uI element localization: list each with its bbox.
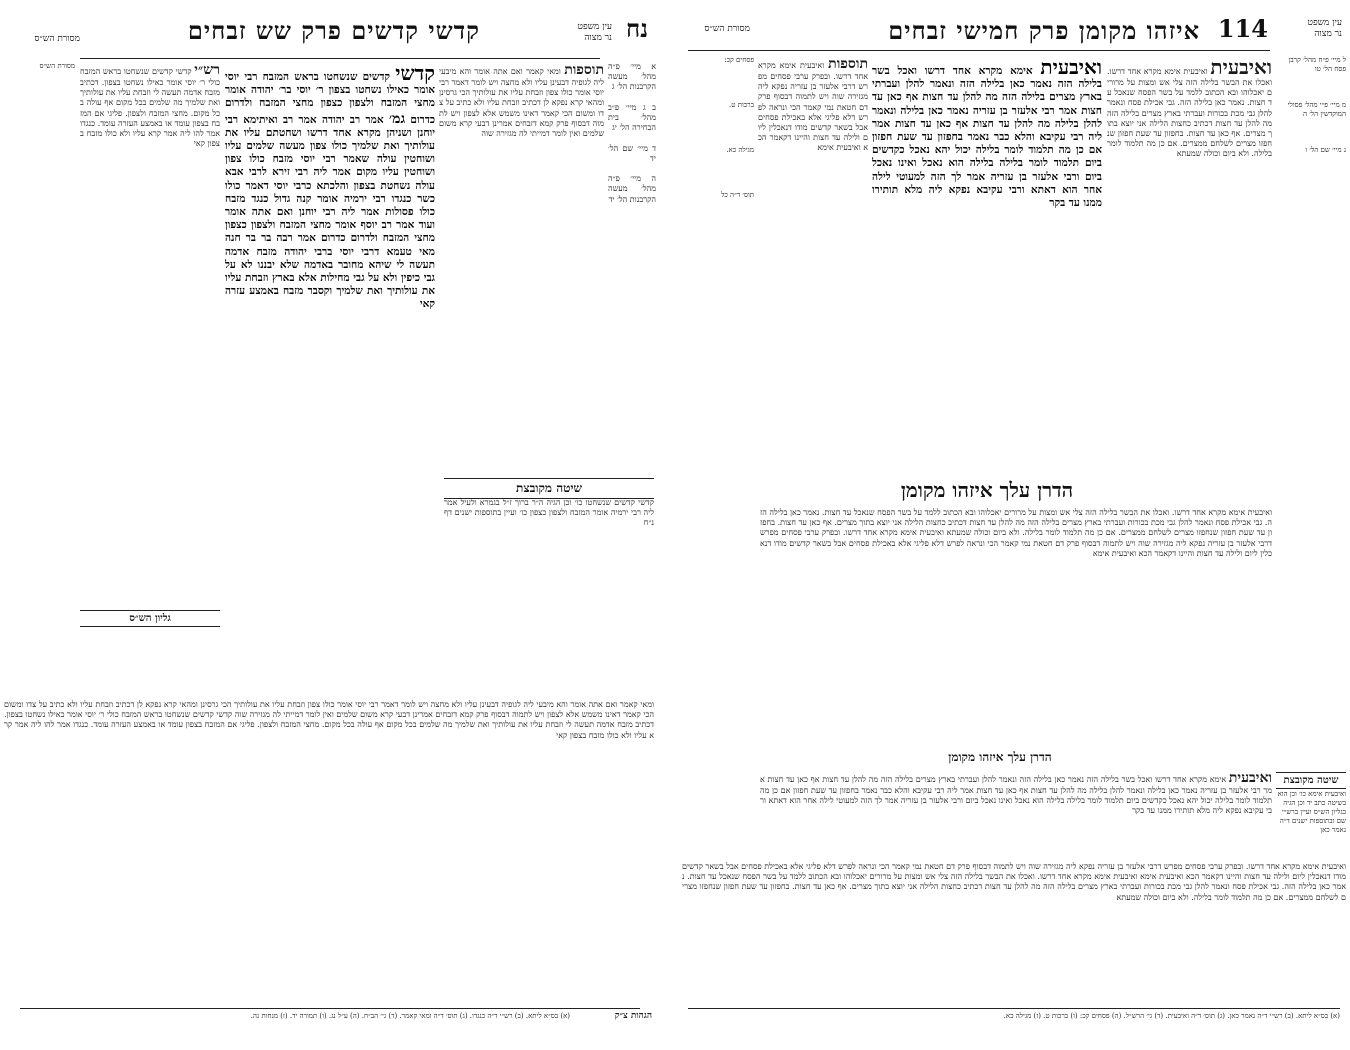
daf-number: נח [625, 14, 648, 43]
rashi-lead-word: ואיבעית [1210, 56, 1272, 79]
shita-mekubetzet-text: ואיבעית אימא כו׳ וכן הוא בשיטה כתב יד וכן הגיה בגליון הש״ס ועיין ברש״י שם ובתוספות ישנים ד״ה נאמר כאן [1277, 790, 1346, 834]
rashi-column [80, 62, 220, 682]
mishnah-lead-word: ואיבעית [1228, 770, 1272, 786]
page-gutter [660, 0, 678, 1050]
main-text-column [872, 56, 1102, 476]
folio-number: 114 [1217, 14, 1268, 43]
chapter-title: איזהו מקומן פרק חמישי זבחים [888, 16, 1200, 45]
right-page [678, 0, 1350, 1050]
lower-commentary: ומאי קאמר ואם אתה אומר והא מיבעי ליה לגופיה דבעינן עליו ולא מחצה ויש לומר דאמר רבי יוסי אומר כולו צפון וזבחת עליו את עולותיך הכי גרסינן ומהאי קרא נפקא לן דכתיב וזבחת עליו ולא כתיב על צדו ומשום הכי קאמר דאינו משמש אלא לצפון ויש לתמוה דבסוף פרק קמא דזבחים אמרינן דבעי קרא משום שלמים ואין לומר דמייתי לה מגזירה שוה קדשי קדשים שנשחטו בראש המזבח כולי ר׳ יוסי אומר כאילו נשחטו בצפון. דכתיב מזבח אדמה תעשה לי וזבחת עליו את עולותיך ואת שלמיך מה שלמים בכל מקום אף עולה בכל מקום. מחצי המזבח ולצפון. פליגי אם המזבח בצפון עומד או באמצע העזרה עומד. כנגדו אמר להו ליה אמר קרא עליו ולא כולו מזבח בצפון קאי [4, 700, 654, 740]
masoret-header: מסורת הש״ס [34, 34, 80, 44]
gemara-text: אמר רב יהודה אמר רב ואיתימא רבי יוחנן ושניהן מקרא אחד דרשו ושחטתם עליו את עולותיך ואת שלמיך כולו צפון מעשה שלמים עליו ושוחטין עולה שאמר רבי יוסי מזבח כולו צפון ושוחטין עליו מקום אמר ליה רבי זירא לרבי אבא עולה נשחטת בצפון והלכתא כרבי יוסי דאמר כולו כשר כנגדו רבי ירמיה אומר קנה גדול כנגד מזבח כולו פסולות אמר ליה רבי יוחנן ואם אתה אומר ועוד אמר רב יוסף אומר מחצי המזבח ולצפון כצפון מחצי המזבח ולדרום כדרום אמר רבה בר בר חנה מאי טעמא דרבי יוסי ברבי יהודה מזבח אדמה תעשה לי שיהא מחובר באדמה שלא יבננו לא על גבי כיפין ולא על גבי מחילות אלא בארץ וזבחת עליו את עולותיך ואת שלמיך וקסבר מזבח באמצע עזרה קאי [225, 113, 435, 311]
shita-mekubetzet-label: שיטה מקובצת [1276, 772, 1346, 789]
shita-mekubetzet-text: קדשי קדשים שנשחטו כו׳ וכן הגיה ה״ר ברוך ז״ל בגמרא ולעיל אמר ליה רבי ירמיה אומר המזבח ולצפון כצפון כו׳ ועיין בתוספות ישנים דף נ״ח [444, 498, 654, 528]
ein-mishpat-column: ל מיי׳ פ״ח מהל׳ קרבן פסח הל׳ טו מ מיי׳ פ״י מהל׳ פסולי המוקדשין הל׳ ה נ מיי׳ שם הל׳ ו [1287, 56, 1346, 154]
left-page [0, 0, 660, 1050]
footer-rule [688, 1008, 1340, 1009]
footer-rule [20, 1008, 640, 1009]
rashi-text: קדשי קדשים שנשחטו בראש המזבח כולי ר׳ יוסי אומר כאילו נשחטו בצפון. דכתיב מזבח אדמה תעשה לי וזבחת עליו את עולותיך ואת שלמיך מה שלמים בכל מקום אף עולה בכל מקום. מחצי המזבח ולצפון. פליגי אם המזבח בצפון עומד או באמצע העזרה עומד. כנגדו אמר להו ליה אמר קרא עליו ולא כולו מזבח בצפון קאי [80, 67, 220, 149]
mishnah-lead-word: קדשי [395, 62, 435, 85]
footnotes: (א) בס״א ליתא. (ב) רש״י ד״ה נאמר כאן. (ג) תוס׳ ד״ה ואיבעית. (ד) גי׳ הרש״ל. (ה) פסחים קכ: (ו) ברכות ט. (ז) מגילה כא. [1003, 1012, 1340, 1020]
rashi-text: ואיבעית אימא מקרא אחד דרשו. ואכלו את הבשר בלילה הזה צלי אש ומצות על מרורים יאכלוהו ובא הכתוב ללמד על בשר הפסח שנאכל עד חצות. נאמר כאן בלילה הזה. גבי אכילת פסח ונאמר להלן גבי מכת בכורות ועברתי בארץ מצרים בלילה הזה מה להלן עד חצות דכתיב כחצות הלילה אני יוצא בתוך מצרים. אף כאן עד חצות. בחפזון עד שעת חפזון שנחפזו מצרים לשלחם ממצרים. אם כן מה תלמוד לומר בלילה. ולא ביום וכולה שמעתא [1107, 67, 1272, 159]
tosafot-label: תוספות [828, 56, 868, 72]
ein-mishpat-mark: א מיי׳ פ״ה מהל׳ מעשה הקרבנות הל׳ ג [608, 62, 656, 92]
tosafot-label: תוספות [564, 62, 604, 78]
tosafot-column [758, 56, 868, 476]
right-page-header [678, 14, 1350, 54]
mishnah-text: קדשים שנשחטו בראש המזבח רבי יוסי אומר כאילו נשחטו בצפון ר׳ יוסי בר׳ יהודה אומר מחצי המזבח ולצפון כצפון מחצי המזבח ולדרום כדרום [225, 71, 435, 126]
footnotes: (א) בס״א ליתא. (ב) רש״י ד״ה כנגדו. (ג) תוס׳ ד״ה ומאי קאמר. (ד) גי׳ הב״ח. (ה) ע״ל נג. (ו) תמורה יד. (ז) מנחות נה. [250, 1012, 570, 1020]
tosafot-column [439, 62, 604, 472]
gemara-text: אימא מקרא אחד דרשו ואכל בשר בלילה הזה נאמר כאן בלילה הזה ונאמר להלן ועברתי בארץ מצרים בלילה הזה מה להלן עד חצות אף כאן עד חצות אמר רבי אלעזר בן עזריה נאמר כאן בלילה ונאמר להלן בלילה מה להלן עד חצות אף כאן עד חצות אמר ליה רבי עקיבא והלא כבר נאמר בחפזון עד שעת חפזון אם כן מה תלמוד לומר בלילה יכול יהא נאכל כקדשים ביום תלמוד לומר בלילה בלילה הוא נאכל ואינו נאכל ביום ורבי אלעזר בן עזריה אמר לך הזה למעוטי לילה אחר הוא דאתא ורבי עקיבא נפקא ליה מלא תותירו ממנו עד בקר [872, 65, 1102, 210]
shita-mekubetzet-label: שיטה מקובצת [444, 478, 654, 499]
tosafot-text: ואיבעית אימא מקרא אחד דרשו. ובפרק ערבי פסחים מפרש דרבי אלעזר בן עזריה נפקא ליה מגזירה שוה ויש לתמוה דבסוף פרק דם חטאת נמי קאמר הכי ונראה לפרש דלא פליגי אלא באכילת פסחים אבל בשאר קדשים מודו דנאכלין ליום ולילה עד חצות והיינו דקאמר הכא ואיבעית אימא [758, 61, 868, 153]
chapter-title: קדשי קדשים פרק שש זבחים [187, 16, 480, 45]
ein-mishpat-header: עין משפט נר מצוה [577, 22, 612, 43]
side-notes: פסחים קכ: ברכות ט. מגילה כא. תוס׳ ד״ה כל [721, 56, 754, 199]
ein-mishpat-mark: ד מיי׳ שם הל׳ יד [608, 143, 656, 163]
gilyon-label: גליון הש״ס [80, 610, 220, 627]
left-page-header [0, 14, 660, 54]
hagahot-label: הגהות צ״ק [614, 1012, 652, 1021]
lower-commentary-mid: ואיבעית אימא מקרא אחד דרשו ואכל בשר בלילה הזה נאמר כאן בלילה הזה ונאמר להלן ועברתי בארץ מצרים בלילה הזה מה להלן עד חצות אף כאן עד חצות אמר רבי אלעזר בן עזריה נאמר כאן בלילה ונאמר להלן בלילה מה להלן עד חצות אף כאן עד חצות אמר ליה רבי עקיבא והלא כבר נאמר בחפזון עד שעת חפזון אם כן מה תלמוד לומר בלילה יכול יהא נאכל כקדשים ביום תלמוד לומר בלילה בלילה הוא נאכל ואינו נאכל ביום ורבי אלעזר בן עזריה אמר לך הזה למעוטי לילה אחר הוא דאתא ורבי עקיבא נפקא ליה מלא תותירו ממנו עד בקר [760, 770, 1272, 816]
bottom-commentary: ואיבעית אימא מקרא אחד דרשו. ובפרק ערבי פסחים מפרש דרבי אלעזר בן עזריה נפקא ליה מגזירה שוה ויש לתמוה דבסוף פרק דם חטאת נמי קאמר הכי ונראה לפרש דלא פליגי אלא באכילת פסחים אבל בשאר קדשים מודו דנאכלין ליום ולילה עד חצות והיינו דקאמר הכא ואיבעית אימא ואיבעית אימא מקרא אחד דרשו. ואכלו את הבשר בלילה הזה צלי אש ומצות על מרורים יאכלוהו ובא הכתוב ללמד על בשר הפסח שנאכל עד חצות. נאמר כאן בלילה הזה. גבי אכילת פסח ונאמר להלן גבי מכת בכורות ועברתי בארץ מצרים בלילה הזה מה להלן עד חצות דכתיב כחצות הלילה אני יוצא בתוך מצרים. אף כאן עד חצות. בחפזון עד שעת חפזון שנחפזו מצרים לשלחם ממצרים. אם כן מה תלמוד לומר בלילה. ולא ביום וכולה שמעתא [682, 862, 1346, 902]
rashi-column [1107, 56, 1272, 496]
hadran-small: הדרן עלך איזהו מקומן [900, 750, 1100, 765]
lower-commentary-upper: ואיבעית אימא מקרא אחד דרשו. ואכלו את הבשר בלילה הזה צלי אש ומצות על מרורים יאכלוהו ובא הכתוב ללמד על בשר הפסח שנאכל עד חצות. נאמר כאן בלילה הזה. גבי אכילת פסח ונאמר להלן גבי מכת בכורות ועברתי בארץ מצרים בלילה הזה מה להלן עד חצות דכתיב כחצות הלילה אני יוצא בתוך מצרים. אף כאן עד חצות. בחפזון עד שעת חפזון שנחפזו מצרים לשלחם ממצרים. אם כן מה תלמוד לומר בלילה. ולא ביום וכולה שמעתא ואיבעית אימא מקרא אחד דרשו. ובפרק ערבי פסחים מפרש דרבי אלעזר בן עזריה נפקא ליה מגזירה שוה ויש לתמוה דבסוף פרק דם חטאת נמי קאמר הכי ונראה לפרש דלא פליגי אלא באכילת פסחים אבל בשאר קדשים מודו דנאכלין ליום ולילה עד חצות והיינו דקאמר הכא ואיבעית אימא [760, 508, 1272, 558]
tosafot-text: ומאי קאמר ואם אתה אומר והא מיבעי ליה לגופיה דבעינן עליו ולא מחצה ויש לומר דאמר רבי יוסי אומר כולו צפון וזבחת עליו את עולותיך הכי גרסינן ומהאי קרא נפקא לן דכתיב וזבחת עליו ולא כתיב על צדו ומשום הכי קאמר דאינו משמש אלא לצפון ויש לתמוה דבסוף פרק קמא דזבחים אמרינן דבעי קרא משום שלמים ואין לומר דמייתי לה מגזירה שוה [439, 67, 604, 139]
masoret-header: מסורת הש״ס [704, 24, 750, 34]
masoret-column: מסורת הש״ס [39, 62, 75, 70]
ein-mishpat-header: עין משפט נר מצוה [1307, 18, 1342, 39]
ein-mishpat-column [608, 62, 656, 392]
header-rule [80, 58, 600, 59]
gemara-lead-word: גמ׳ [388, 110, 406, 127]
hadran-banner: הדרן עלך איזהו מקומן [872, 478, 1102, 503]
gemara-lead-word: ואיבעית [1040, 56, 1102, 79]
ein-mishpat-mark: ב ג מיי׳ פ״ב מהל׳ בית הבחירה הל׳ יג [608, 102, 656, 133]
header-rule [688, 50, 1270, 51]
main-text-column [225, 62, 435, 692]
rashi-label: רש״י [194, 62, 220, 78]
ein-mishpat-mark: ה מיי׳ פ״ה מהל׳ מעשה הקרבנות הל׳ יד [608, 174, 656, 204]
